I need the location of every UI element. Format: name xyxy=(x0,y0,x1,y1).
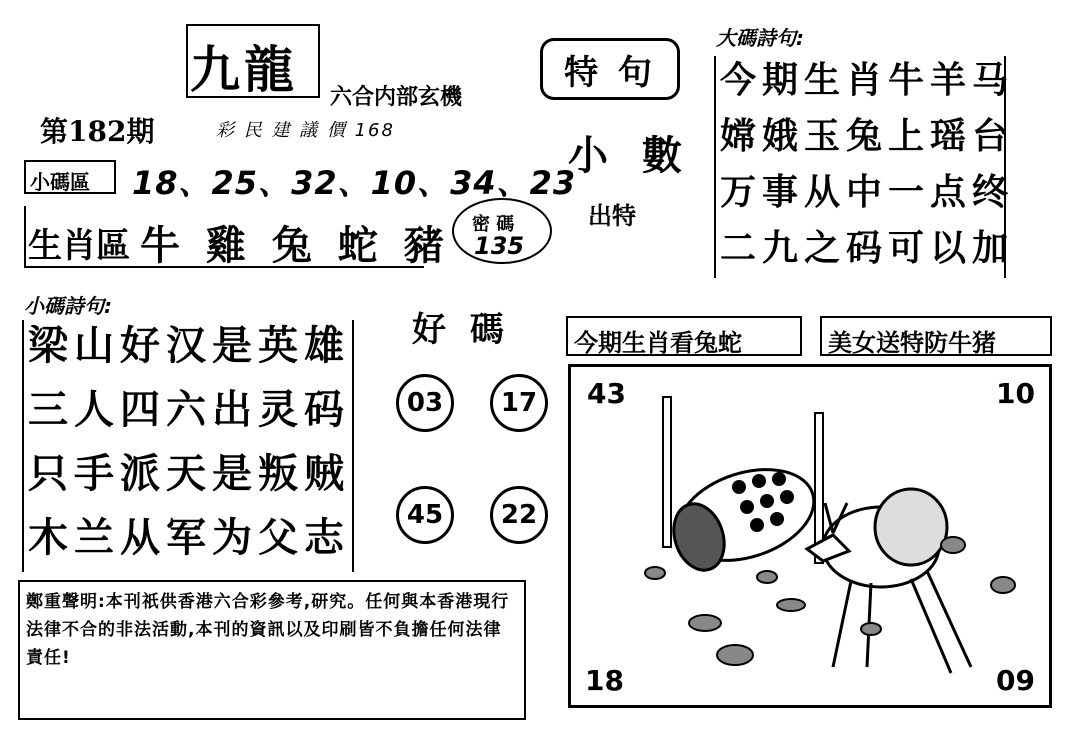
issue-number: 第182期 xyxy=(40,115,155,148)
small-code-numbers: 18、25、32、10、34、23 xyxy=(132,164,577,202)
small-code-label: 小碼區 xyxy=(30,170,90,194)
good-codes-title: 好 碼 xyxy=(412,310,510,350)
disclaimer-box xyxy=(18,580,526,720)
price-line: 彩 民 建 議 價 168 xyxy=(216,120,395,141)
good-code-circle: 22 xyxy=(490,486,548,544)
corner-number-bottom-left: 18 xyxy=(585,664,624,697)
cage-lantern xyxy=(666,453,826,576)
secret-code-value: 135 xyxy=(474,232,525,260)
pole-left xyxy=(663,397,671,547)
secret-code-badge xyxy=(452,198,552,264)
special-note: 出特 xyxy=(588,202,636,230)
good-code-circle: 45 xyxy=(396,486,454,544)
big-poem-line: 今期生肖牛羊马 xyxy=(720,59,1015,101)
masthead-subtitle: 六合内部玄機 xyxy=(330,85,463,110)
hint-left-box xyxy=(566,316,802,356)
zodiac-zone-label: 生肖區 xyxy=(28,226,130,266)
small-poem-line: 只手派天是叛贼 xyxy=(28,450,350,497)
corner-number-bottom-right: 09 xyxy=(996,664,1035,697)
disclaimer-text: 鄭重聲明:本刊祇供香港六合彩參考,研究。任何與本香港現行法律不合的非法活動,本刊的資訊以及印刷皆不負擔任何法律責任! xyxy=(26,592,510,668)
special-line: 小 數 xyxy=(568,132,692,179)
corner-number-top-right: 10 xyxy=(996,377,1035,410)
corner-number-top-left: 43 xyxy=(587,377,626,410)
big-poem-line: 二九之码可以加 xyxy=(720,227,1015,269)
zodiac-zone-animals: 牛 雞 兔 蛇 豬 xyxy=(140,222,450,269)
special-banner xyxy=(540,38,680,100)
big-poem-line: 嫦娥玉兔上瑶台 xyxy=(720,115,1015,157)
small-poem-line: 梁山好汉是英雄 xyxy=(28,322,350,369)
masthead-title: 九龍 xyxy=(190,40,298,99)
special-banner-text: 特 句 xyxy=(564,52,656,93)
big-poem-title: 大碼詩句: xyxy=(716,26,804,50)
picture-illustration xyxy=(571,367,1049,705)
small-poem-line: 木兰从军为父志 xyxy=(28,514,350,561)
secret-code-label: 密 碼 xyxy=(472,214,515,235)
picture-panel xyxy=(568,364,1052,708)
big-poem-box xyxy=(714,56,1015,278)
small-poem-box xyxy=(22,320,354,572)
hint-left: 今期生肖看兔蛇 xyxy=(574,329,742,357)
good-code-circle: 17 xyxy=(490,374,548,432)
big-poem-line: 万事从中一点终 xyxy=(720,171,1015,213)
small-poem-line: 三人四六出灵码 xyxy=(28,386,350,433)
good-code-circle: 03 xyxy=(396,374,454,432)
small-poem-title: 小碼詩句: xyxy=(24,294,112,318)
hint-right-box xyxy=(820,316,1052,356)
hint-right: 美女送特防牛猪 xyxy=(828,329,996,357)
deer-figure xyxy=(807,489,971,673)
